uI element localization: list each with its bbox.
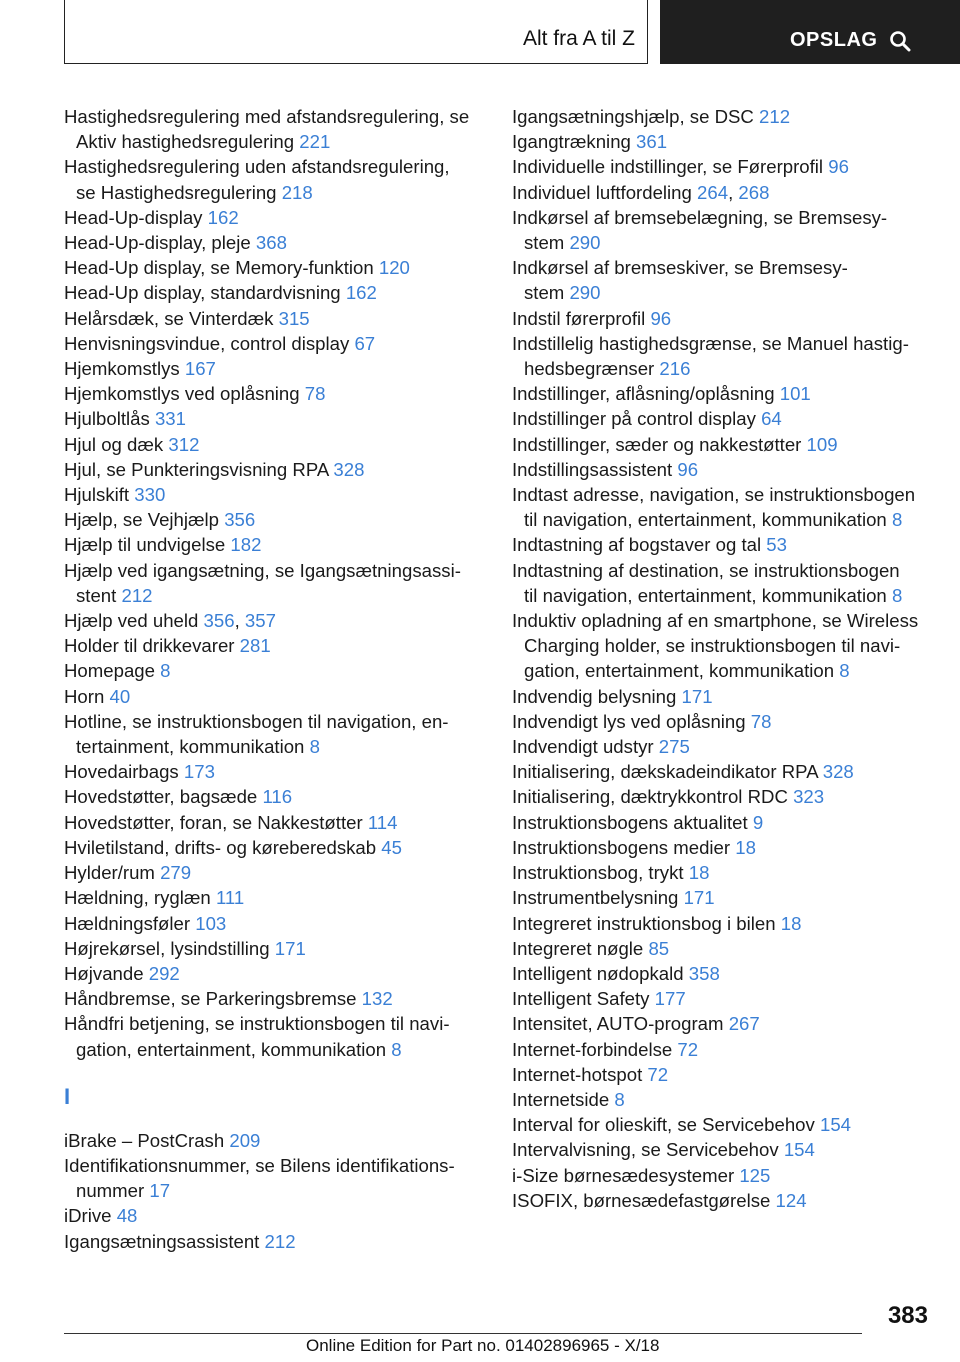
entry-term: Højvande	[64, 962, 144, 984]
index-entry	[64, 759, 484, 784]
index-entry	[512, 1011, 932, 1036]
page-link[interactable]: 8	[614, 1088, 625, 1110]
page-link[interactable]: 124	[775, 1189, 807, 1211]
page-link[interactable]: 9	[752, 811, 764, 833]
index-entry	[64, 104, 484, 154]
page-link[interactable]: 103	[195, 912, 227, 934]
index-entry	[512, 911, 932, 936]
entry-term: Head-Up-display	[64, 206, 203, 228]
entry-term: Holder til drikkevarer	[64, 635, 235, 657]
index-entry	[512, 255, 932, 305]
page-link[interactable]: 125	[739, 1164, 771, 1186]
page-link[interactable]: 78	[304, 383, 326, 405]
entry-term: Hviletilstand, drifts- og køreberedskab	[64, 836, 377, 858]
index-entry	[512, 936, 932, 961]
index-entry	[512, 835, 932, 860]
entry-term: Indtastning af destination, se instruktionsbogen	[512, 559, 900, 581]
page-link[interactable]: 8	[391, 1038, 402, 1060]
index-entry	[64, 381, 484, 406]
page-link[interactable]: 67	[354, 332, 376, 354]
entry-term: Henvisningsvindue, control display	[64, 332, 350, 354]
page-link[interactable]: 109	[806, 433, 838, 455]
index-entry	[64, 1153, 484, 1203]
index-entry	[512, 306, 932, 331]
page-link[interactable]: 53	[766, 534, 787, 556]
index-entry	[64, 1203, 484, 1228]
page-link[interactable]: 167	[184, 358, 216, 380]
index-entry	[512, 482, 932, 532]
page-link[interactable]: 96	[677, 458, 699, 480]
entry-term: Hastighedsregulering uden afstandsregulering,	[64, 156, 450, 178]
entry-term: Hovedstøtter, bagsæde	[64, 786, 258, 808]
entry-term: Indtast adresse, navigation, se instruktionsbogen	[512, 484, 916, 506]
index-entry	[512, 1037, 932, 1062]
index-entry	[512, 986, 932, 1011]
entry-term: Individuel luftfordeling	[512, 181, 692, 203]
entry-term: iBrake – PostCrash	[64, 1129, 225, 1151]
page-link[interactable]: 267	[728, 1013, 760, 1035]
entry-term: Initialisering, dækskadeindikator RPA	[512, 761, 818, 783]
index-entry	[64, 154, 484, 204]
entry-term: ISOFIX, børnesædefastgørelse	[512, 1189, 771, 1211]
page-link[interactable]: 315	[278, 307, 310, 329]
entry-term: Internet-hotspot	[512, 1063, 643, 1085]
index-entry	[64, 1128, 484, 1153]
index-entry	[64, 986, 484, 1011]
index-entry	[512, 1163, 932, 1188]
page-link[interactable]: 64	[761, 408, 782, 430]
page-link[interactable]: 96	[650, 307, 672, 329]
entry-term: Instruktionsbogens medier	[512, 836, 731, 858]
page-link[interactable]: 18	[735, 836, 756, 858]
entry-term: Hovedairbags	[64, 761, 179, 783]
page-link[interactable]: 177	[654, 988, 686, 1010]
section-title: Alt fra A til Z	[522, 27, 635, 50]
page-link[interactable]: 356	[224, 509, 256, 531]
page-link[interactable]: 209	[229, 1129, 261, 1151]
page-link[interactable]: 8	[891, 584, 903, 606]
entry-term: nummer	[76, 1180, 145, 1202]
index-entry	[64, 961, 484, 986]
page-link[interactable]: 279	[160, 862, 192, 884]
entry-term: Homepage	[64, 660, 155, 682]
page-link[interactable]: 290	[569, 232, 601, 254]
page-link[interactable]: 268	[738, 181, 770, 203]
entry-term: Indvendigt lys ved oplåsning	[512, 710, 746, 732]
index-entry	[512, 734, 932, 759]
entry-term: Individuelle indstillinger, se Førerprofil	[512, 156, 824, 178]
index-entry	[64, 356, 484, 381]
page-link[interactable]: 323	[793, 786, 825, 808]
index-entry	[64, 255, 484, 280]
index-entry	[512, 608, 932, 684]
index-entry	[64, 684, 484, 709]
page-link[interactable]: 85	[648, 937, 670, 959]
entry-term: Instrumentbelysning	[512, 887, 679, 909]
entry-term: Hotline, se instruktionsbogen til navigation, en-	[64, 710, 449, 732]
page-link[interactable]: 212	[759, 106, 791, 127]
index-entry	[512, 205, 932, 255]
index-entry	[64, 885, 484, 910]
index-entry	[512, 1188, 932, 1213]
edition-text: Online Edition for Part no. 01402896965 - X/18	[306, 1336, 660, 1355]
index-entry	[512, 784, 932, 809]
entry-term: Indvendig belysning	[512, 685, 677, 707]
index-entry	[512, 331, 932, 381]
entry-term: Instruktionsbogens aktualitet	[512, 811, 748, 833]
entry-term: Indtastning af bogstaver og tal	[512, 534, 762, 556]
entry-term: Head-Up display, se Memory-funktion	[64, 257, 374, 279]
entry-term: Hovedstøtter, foran, se Nakkestøtter	[64, 811, 363, 833]
entry-term: Intelligent nødopkald	[512, 962, 684, 984]
entry-term: Hjulboltlås	[64, 408, 150, 430]
entry-term: Helårsdæk, se Vinterdæk	[64, 307, 274, 329]
entry-term: Igangsætningshjælp, se DSC	[512, 106, 754, 127]
entry-term: Head-Up-display, pleje	[64, 232, 251, 254]
entry-term: Hjælp, se Vejhjælp	[64, 509, 220, 531]
entry-term: stem	[524, 282, 565, 304]
entry-term: Intelligent Safety	[512, 988, 650, 1010]
page-link[interactable]: 292	[148, 962, 180, 984]
page-link[interactable]: 96	[828, 156, 849, 178]
page-link[interactable]: 116	[262, 786, 293, 808]
index-entry	[512, 1112, 932, 1137]
entry-term: hedsbegrænser	[524, 358, 655, 380]
page-link[interactable]: 275	[658, 736, 690, 758]
entry-term: Håndfri betjening, se instruktionsbogen til navi-	[64, 1013, 450, 1035]
index-entry	[512, 432, 932, 457]
index-entry	[64, 558, 484, 608]
index-entry	[64, 205, 484, 230]
page-link[interactable]: 45	[381, 836, 402, 858]
entry-term: Initialisering, dæktrykkontrol RDC	[512, 786, 788, 808]
entry-term: Hjælp ved igangsætning, se Igangsætningsassi-	[64, 559, 461, 581]
entry-term: Horn	[64, 685, 105, 707]
page-link[interactable]: 8	[891, 509, 903, 531]
entry-term: gation, entertainment, kommunikation	[76, 1038, 387, 1060]
entry-term: gation, entertainment, kommunikation	[524, 660, 835, 682]
entry-term: Intervalvisning, se Servicebehov	[512, 1139, 779, 1161]
index-entry	[64, 230, 484, 255]
entry-term: iDrive	[64, 1205, 112, 1227]
entry-term: Internet-forbindelse	[512, 1038, 673, 1060]
page-link[interactable]: 331	[154, 408, 186, 430]
entry-term: Indkørsel af bremsebelægning, se Bremsesy-	[512, 206, 888, 228]
index-entry	[64, 406, 484, 431]
page-link[interactable]: 48	[116, 1205, 138, 1227]
index-entry	[512, 684, 932, 709]
index-entry	[64, 457, 484, 482]
index-entry: Individuel luftfordeling 264, 268	[512, 181, 770, 203]
page-link[interactable]: 17	[149, 1180, 171, 1202]
entry-term: Indkørsel af bremseskiver, se Bremsesy-	[512, 257, 848, 279]
index-entry	[512, 860, 932, 885]
index-entry	[512, 104, 932, 129]
page-link[interactable]: 154	[783, 1139, 815, 1161]
index-entry	[512, 406, 932, 431]
entry-term: til navigation, entertainment, kommunikation	[524, 509, 887, 531]
entry-term: Indstillingsassistent	[512, 458, 673, 480]
entry-term: Hjælp ved uheld	[64, 610, 199, 632]
page-link[interactable]: 264	[697, 181, 729, 203]
entry-term: Igangtrækning	[512, 131, 631, 153]
page-link[interactable]: 212	[264, 1230, 296, 1252]
index-entry	[512, 961, 932, 986]
entry-term: Hjemkomstlys	[64, 358, 180, 380]
index-entry	[64, 835, 484, 860]
index-entry	[64, 1229, 484, 1254]
entry-term: Indstillinger på control display	[512, 408, 756, 430]
entry-term: Hældningsføler	[64, 912, 191, 934]
page-link[interactable]: 330	[134, 484, 166, 506]
entry-term: Identifikationsnummer, se Bilens identifikations-	[64, 1154, 455, 1176]
page-link[interactable]: 328	[333, 458, 365, 480]
entry-term: Indstillinger, sæder og nakkestøtter	[512, 433, 802, 455]
index-entry	[64, 532, 484, 557]
entry-term: tertainment, kommunikation	[76, 736, 305, 758]
index-entry	[512, 154, 932, 179]
page-link[interactable]: 328	[822, 761, 854, 783]
index-entry	[64, 936, 484, 961]
entry-term: Indstillinger, aflåsning/oplåsning	[512, 383, 775, 405]
index-entry	[512, 1137, 932, 1162]
entry-term: stent	[76, 584, 117, 606]
page-link[interactable]: 358	[688, 962, 720, 984]
index-entry	[512, 532, 932, 557]
page-link[interactable]: 154	[819, 1114, 852, 1136]
index-entry	[64, 911, 484, 936]
page-number: 383	[887, 1302, 928, 1329]
index-entry	[64, 810, 484, 835]
page-link[interactable]: 281	[239, 635, 271, 657]
entry-term: Hjul og dæk	[64, 433, 164, 455]
index-entry	[512, 1062, 932, 1087]
entry-term: Instruktionsbog, trykt	[512, 862, 684, 884]
index-entry	[512, 759, 932, 784]
entry-term: Head-Up display, standardvisning	[64, 282, 341, 304]
page-link[interactable]: 8	[309, 736, 320, 758]
lookup-button[interactable]	[660, 0, 960, 64]
page-link[interactable]: 212	[121, 584, 153, 606]
lookup-label: OPSLAG	[790, 29, 878, 51]
index-entry	[512, 1087, 932, 1112]
page-link[interactable]: 290	[569, 282, 601, 304]
entry-term: Internetside	[512, 1088, 610, 1110]
page-link[interactable]: 171	[683, 887, 715, 909]
entry-term: se Hastighedsregulering	[76, 181, 277, 203]
page-link[interactable]: 221	[299, 131, 331, 153]
index-entry	[64, 633, 484, 658]
entry-term: Hjemkomstlys ved oplåsning	[64, 383, 300, 405]
page-link[interactable]: 111	[215, 887, 245, 909]
page-link[interactable]: 361	[636, 131, 668, 153]
entry-term: Hastighedsregulering med afstandsregulering, se	[64, 106, 470, 127]
page-link[interactable]: 171	[681, 685, 713, 707]
page-link[interactable]: 356	[203, 610, 235, 632]
page-link[interactable]: 368	[255, 232, 287, 254]
page-link[interactable]: 101	[779, 383, 811, 405]
entry-term: Aktiv hastighedsregulering	[76, 131, 295, 153]
index-entry	[64, 1011, 484, 1061]
entry-term: Hældning, ryglæn	[64, 887, 211, 909]
page-link[interactable]: 78	[750, 710, 772, 732]
page-link[interactable]: 132	[361, 988, 393, 1010]
footer-divider	[64, 1333, 862, 1334]
entry-term: Hjælp til undvigelse	[64, 534, 226, 556]
entry-term: Integreret nøgle	[512, 937, 644, 959]
index-entry	[64, 280, 484, 305]
index-entry	[64, 331, 484, 356]
index-entry	[512, 885, 932, 910]
page-link[interactable]: 8	[839, 660, 850, 682]
index-entry	[64, 507, 484, 532]
entry-term: Indstillelig hastighedsgrænse, se Manuel hastig-	[512, 332, 909, 354]
search-icon	[889, 30, 911, 52]
section-letter: I	[64, 1083, 71, 1109]
page-link[interactable]: 357	[244, 610, 276, 632]
page-link[interactable]: 173	[183, 761, 215, 783]
index-entry	[512, 558, 932, 608]
index-entry	[64, 784, 484, 809]
page-link[interactable]: 218	[281, 181, 313, 203]
page-link[interactable]: 18	[780, 912, 802, 934]
index-entry: Hjælp ved uheld 356, 357	[64, 610, 276, 632]
entry-term: Hylder/rum	[64, 862, 155, 884]
index-entry	[512, 810, 932, 835]
entry-term: Intensitet, AUTO-program	[512, 1013, 724, 1035]
page-link[interactable]: 162	[345, 282, 377, 304]
page-link[interactable]: 312	[168, 433, 200, 455]
index-entry	[64, 860, 484, 885]
page-link[interactable]: 40	[109, 685, 131, 707]
index-entry	[512, 457, 932, 482]
page-link[interactable]: 8	[160, 660, 171, 682]
index-entry	[64, 482, 484, 507]
entry-term: Højrekørsel, lysindstilling	[64, 937, 270, 959]
entry-term: stem	[524, 232, 565, 254]
entry-term: Integreret instruktionsbog i bilen	[512, 912, 776, 934]
page-link[interactable]: 171	[274, 937, 306, 959]
page-link[interactable]: 120	[378, 257, 410, 279]
page-link[interactable]: 162	[207, 206, 239, 228]
index-entry	[64, 306, 484, 331]
index-entry	[64, 658, 484, 683]
entry-term: Hjul, se Punkteringsvisning RPA	[64, 458, 329, 480]
entry-term: Induktiv opladning af en smartphone, se Wireless	[512, 610, 919, 632]
page-link[interactable]: 72	[647, 1063, 669, 1085]
entry-term: Interval for olieskift, se Servicebehov	[512, 1114, 815, 1136]
entry-term: Indvendigt udstyr	[512, 736, 654, 758]
index-entry	[512, 129, 932, 154]
index-entry	[64, 432, 484, 457]
page-link[interactable]: 18	[688, 862, 710, 884]
index-column-left	[64, 104, 484, 1254]
page-link[interactable]: 182	[230, 534, 262, 556]
entry-term: i-Size børnesædesystemer	[512, 1164, 735, 1186]
page-link[interactable]: 216	[659, 358, 691, 380]
entry-term: Indstil førerprofil	[512, 307, 646, 329]
entry-term: Håndbremse, se Parkeringsbremse	[64, 988, 357, 1010]
index-entry	[512, 381, 932, 406]
page-link[interactable]: 72	[677, 1038, 699, 1060]
index-entry	[64, 709, 484, 759]
entry-term: til navigation, entertainment, kommunikation	[524, 584, 887, 606]
index-column-right	[512, 104, 932, 1213]
page-link[interactable]: 114	[367, 811, 398, 833]
entry-term: Hjulskift	[64, 484, 130, 506]
entry-term: Charging holder, se instruktionsbogen til navi-	[524, 635, 901, 657]
index-entry	[512, 709, 932, 734]
entry-term: Igangsætningsassistent	[64, 1230, 260, 1252]
section-title-tab	[64, 0, 648, 64]
